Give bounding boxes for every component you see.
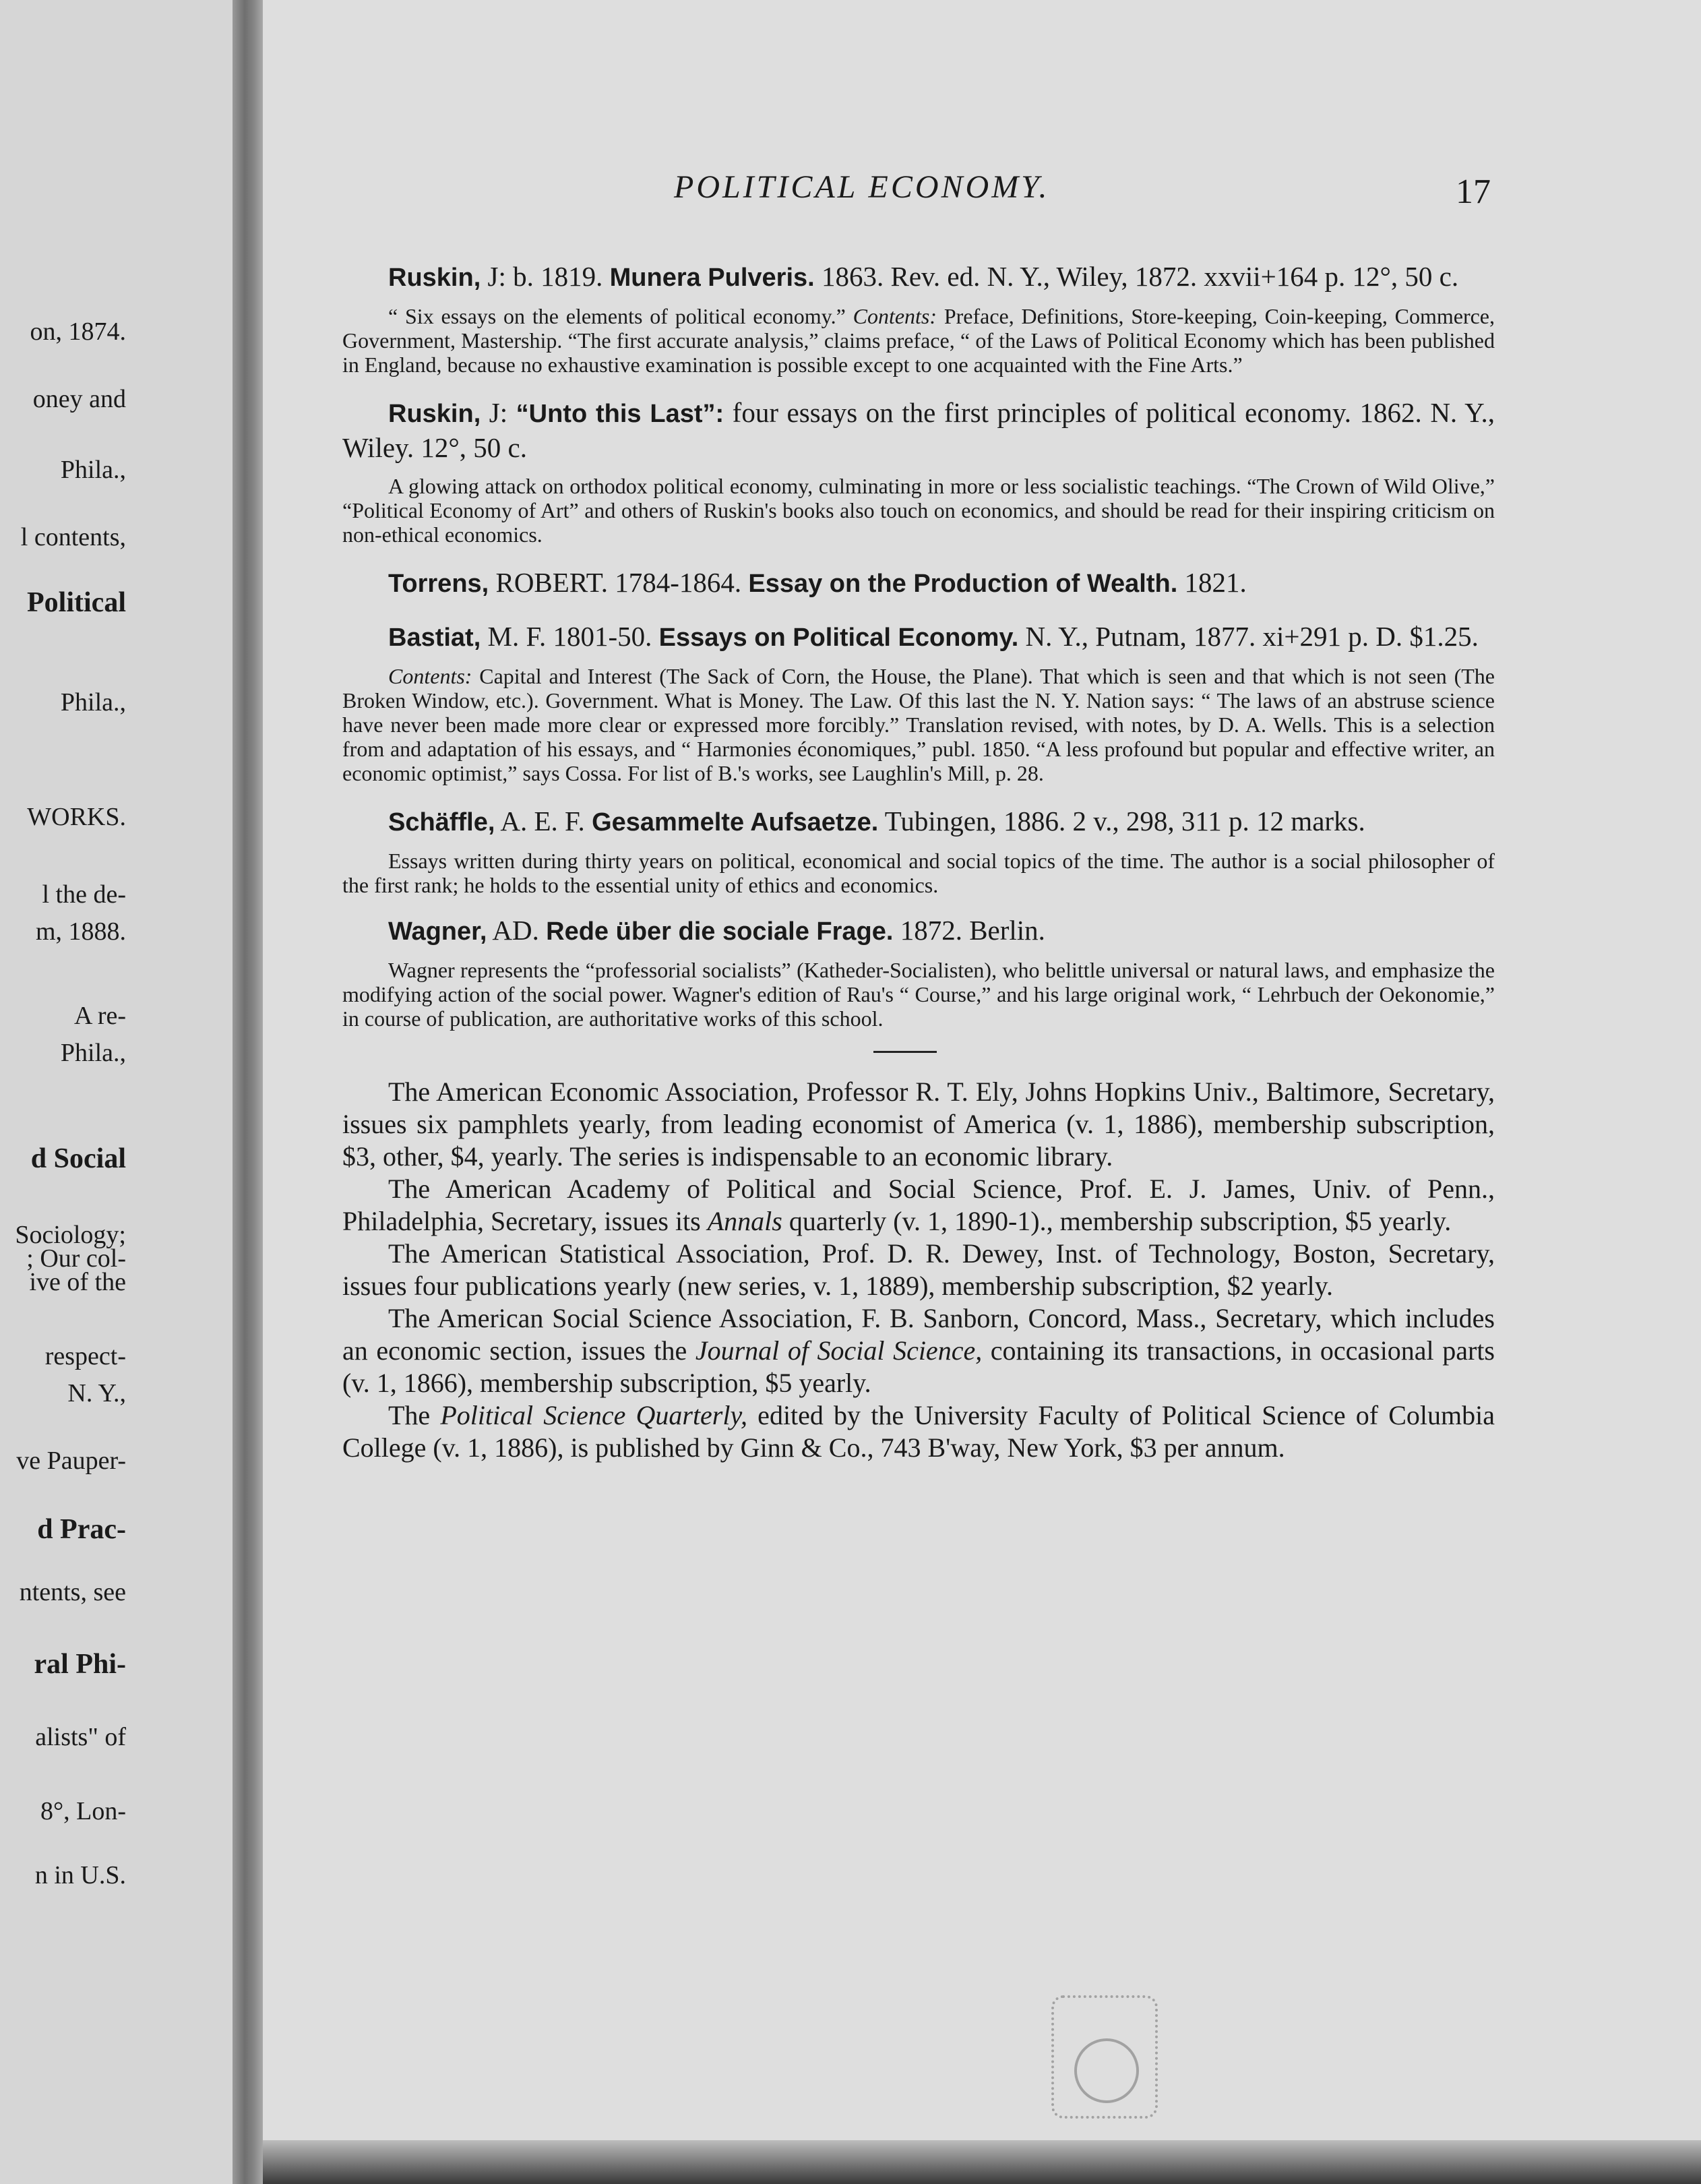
left-page-line: A re- [73, 1002, 126, 1030]
left-page-line: 8°, Lon- [40, 1797, 126, 1825]
stamp-seal [1074, 2038, 1139, 2103]
annotation-italic: Contents: [388, 664, 472, 688]
association-text: The [388, 1400, 441, 1430]
annotation-text-rest: Capital and Interest (The Sack of Corn, the House, the Plane). That which is seen and that which is not seen (The Broken Window, etc.). Government. What is Money. The Law. Of this last the N. Y. Nation says: “ The laws of an abstruse science have never been made more clear or expressed more forcibly.” Translation revised, with notes, by D. A. Wells. This is a selection from and adaptation of his essays, and “ Harmonies économiques,” publ. 1850. “A less profound but popular and effective writer, an economic optimist,” says Cossa. For list of B.'s works, see Laughlin's Mill, p. 28. [342, 664, 1495, 785]
entry-imprint: 1872. Berlin. [893, 915, 1045, 946]
left-page-line: ; Our col- [26, 1244, 126, 1273]
association-text: The American Academy of Political and Social Science, Prof. E. J. James, Univ. of Penn., Philadelphia, Secretary, issues its [342, 1174, 1495, 1236]
entry-author-details: ROBERT. 1784-1864. [489, 567, 749, 598]
entry-author: Torrens, [388, 570, 489, 598]
entry-annotation [342, 664, 1495, 785]
entry-author: Bastiat, [388, 624, 481, 652]
bibliography-entry [342, 619, 1495, 785]
entry-author-details: A. E. F. [495, 806, 592, 837]
page-number: 17 [1456, 173, 1491, 211]
association-text-rest: edited by the University Faculty of Political Science of Columbia College (v. 1, 1886), is published by Ginn & Co., 743 B'way, New York, $3 per annum. [342, 1400, 1495, 1463]
annotation-text: Wagner represents the “professorial socialists” (Katheder-Socialisten), who belittle universal or natural laws, and emphasize the modifying action of the social power. Wagner's edition of Rau's “ Course,” and his large original work, “ Lehrbuch der Oekonomie,” in course of publication, are authoritative works of this school. [342, 958, 1495, 1031]
entry-annotation [342, 849, 1495, 897]
annotation-text: A glowing attack on orthodox political economy, culminating in more or less socialistic teachings. “The Crown of Wild Olive,” “Political Economy of Art” and others of Ruskin's books also touch on economics, and should be read for their inspiring criticism on non-ethical economics. [342, 474, 1495, 547]
page-bottom-shadow [263, 2140, 1701, 2184]
left-page-line: Phila., [60, 456, 126, 484]
left-page-line: m, 1888. [35, 917, 126, 946]
entry-heading [342, 804, 1495, 839]
entry-title: Essays on Political Economy. [658, 624, 1019, 652]
left-page-line: ntents, see [19, 1578, 126, 1606]
entry-author-details: AD. [487, 915, 547, 946]
left-page-line: ve Pauper- [16, 1447, 126, 1475]
annotation-text-rest: Preface, Definitions, Store-keeping, Coin-keeping, Commerce, Government, Mastership. “The first accurate analysis,” claims preface, “ of the Laws of Political Economy which has been published in England, because no exhaustive examination is possible except to one acquainted with the Fine Arts.” [342, 304, 1495, 377]
entry-title: Essay on the Production of Wealth. [748, 570, 1178, 598]
association-publication-title: Journal of Social Science, [695, 1335, 983, 1366]
left-page-line: d Prac- [37, 1514, 126, 1545]
left-page-line: n in U.S. [34, 1861, 126, 1889]
entry-author: Ruskin, [388, 264, 481, 292]
entry-author: Schäffle, [388, 808, 495, 837]
entry-heading [342, 396, 1495, 464]
annotation-text: “ Six essays on the elements of political economy.” [388, 304, 853, 328]
entry-author-details: M. F. 1801-50. [481, 621, 659, 652]
bibliography-entries [342, 260, 1495, 1464]
entry-title: Munera Pulveris. [609, 264, 815, 292]
left-page-fragment [0, 0, 233, 2184]
association-paragraph [342, 1173, 1495, 1238]
entry-author-details: J: [481, 397, 516, 428]
book-gutter [233, 0, 263, 2184]
left-page-line: oney and [32, 385, 126, 413]
annotation-italic: Contents: [853, 304, 937, 328]
entry-heading [342, 566, 1495, 601]
entry-annotation [342, 304, 1495, 377]
left-page-line: on, 1874. [30, 317, 126, 346]
entry-author-details: J: b. 1819. [481, 261, 610, 292]
bibliography-entry [342, 396, 1495, 547]
association-paragraph [342, 1076, 1495, 1173]
left-page-line: ral Phi- [34, 1649, 126, 1680]
entry-imprint: 1821. [1177, 567, 1247, 598]
running-head: POLITICAL ECONOMY. [674, 169, 1050, 205]
entry-title: Rede über die sociale Frage. [546, 917, 894, 946]
association-publication-title: Annals [707, 1206, 782, 1236]
association-text: The American Statistical Association, Prof. D. R. Dewey, Inst. of Technology, Boston, Secretary, issues four publications yearly (new series, v. 1, 1889), membership subscription, $2 yearly. [342, 1238, 1495, 1301]
bibliography-entry [342, 804, 1495, 897]
entry-author: Ruskin, [388, 400, 481, 428]
entry-heading [342, 619, 1495, 655]
section-divider [873, 1051, 937, 1053]
association-text-rest: containing its transactions, in occasional parts (v. 1, 1866), membership subscription, $5 yearly. [342, 1335, 1495, 1398]
entry-title: Gesammelte Aufsaetze. [592, 808, 879, 837]
entry-imprint: N. Y., Putnam, 1877. xi+291 p. D. $1.25. [1018, 621, 1479, 652]
entry-annotation [342, 958, 1495, 1031]
entry-imprint: Tubingen, 1886. 2 v., 298, 311 p. 12 marks. [878, 806, 1365, 837]
left-page-line: Sociology; [15, 1221, 126, 1249]
entry-imprint: four essays on the first principles of political economy. 1862. N. Y., Wiley. 12°, 50 c. [342, 397, 1495, 463]
association-publication-title: Political Science Quarterly, [440, 1400, 748, 1430]
association-paragraph [342, 1399, 1495, 1464]
left-page-line: Phila., [60, 688, 126, 717]
association-text: The American Social Science Association, F. B. Sanborn, Concord, Mass., Secretary, which includes an economic section, issues the [342, 1303, 1495, 1366]
annotation-text: Essays written during thirty years on political, economical and social topics of the time. The author is a social philosopher of the first rank; he holds to the essential unity of ethics and economics. [342, 849, 1495, 897]
left-page-line: N. Y., [67, 1379, 126, 1407]
left-page-text [0, 0, 233, 2184]
bibliography-entry [342, 566, 1495, 601]
library-stamp [1051, 1995, 1158, 2119]
association-paragraph [342, 1238, 1495, 1302]
entry-annotation [342, 474, 1495, 547]
left-page-line: respect- [44, 1342, 126, 1370]
entry-author: Wagner, [388, 917, 487, 946]
bibliography-entry [342, 260, 1495, 377]
bibliography-entry [342, 913, 1495, 1031]
entry-imprint: 1863. Rev. ed. N. Y., Wiley, 1872. xxvii+164 p. 12°, 50 c. [814, 261, 1459, 292]
left-page-line: Political [27, 587, 126, 618]
left-page-line: ive of the [29, 1268, 126, 1296]
left-page-line: Phila., [60, 1039, 126, 1067]
entry-heading [342, 913, 1495, 948]
left-page-line: d Social [30, 1143, 126, 1174]
association-text: The American Economic Association, Professor R. T. Ely, Johns Hopkins Univ., Baltimore, Secretary, issues six pamphlets yearly, from leading economist of America (v. 1, 1886), membership subscription, $3, other, $4, yearly. The series is indispensable to an economic library. [342, 1076, 1495, 1172]
left-page-line: alists" of [35, 1723, 126, 1751]
left-page-line: l contents, [20, 523, 126, 551]
entry-heading [342, 260, 1495, 295]
entry-title: “Unto this Last”: [516, 400, 724, 428]
association-paragraph [342, 1302, 1495, 1399]
left-page-line: l the de- [42, 880, 126, 909]
left-page-line: WORKS. [27, 803, 126, 831]
association-text-rest: quarterly (v. 1, 1890-1)., membership subscription, $5 yearly. [782, 1206, 1452, 1236]
